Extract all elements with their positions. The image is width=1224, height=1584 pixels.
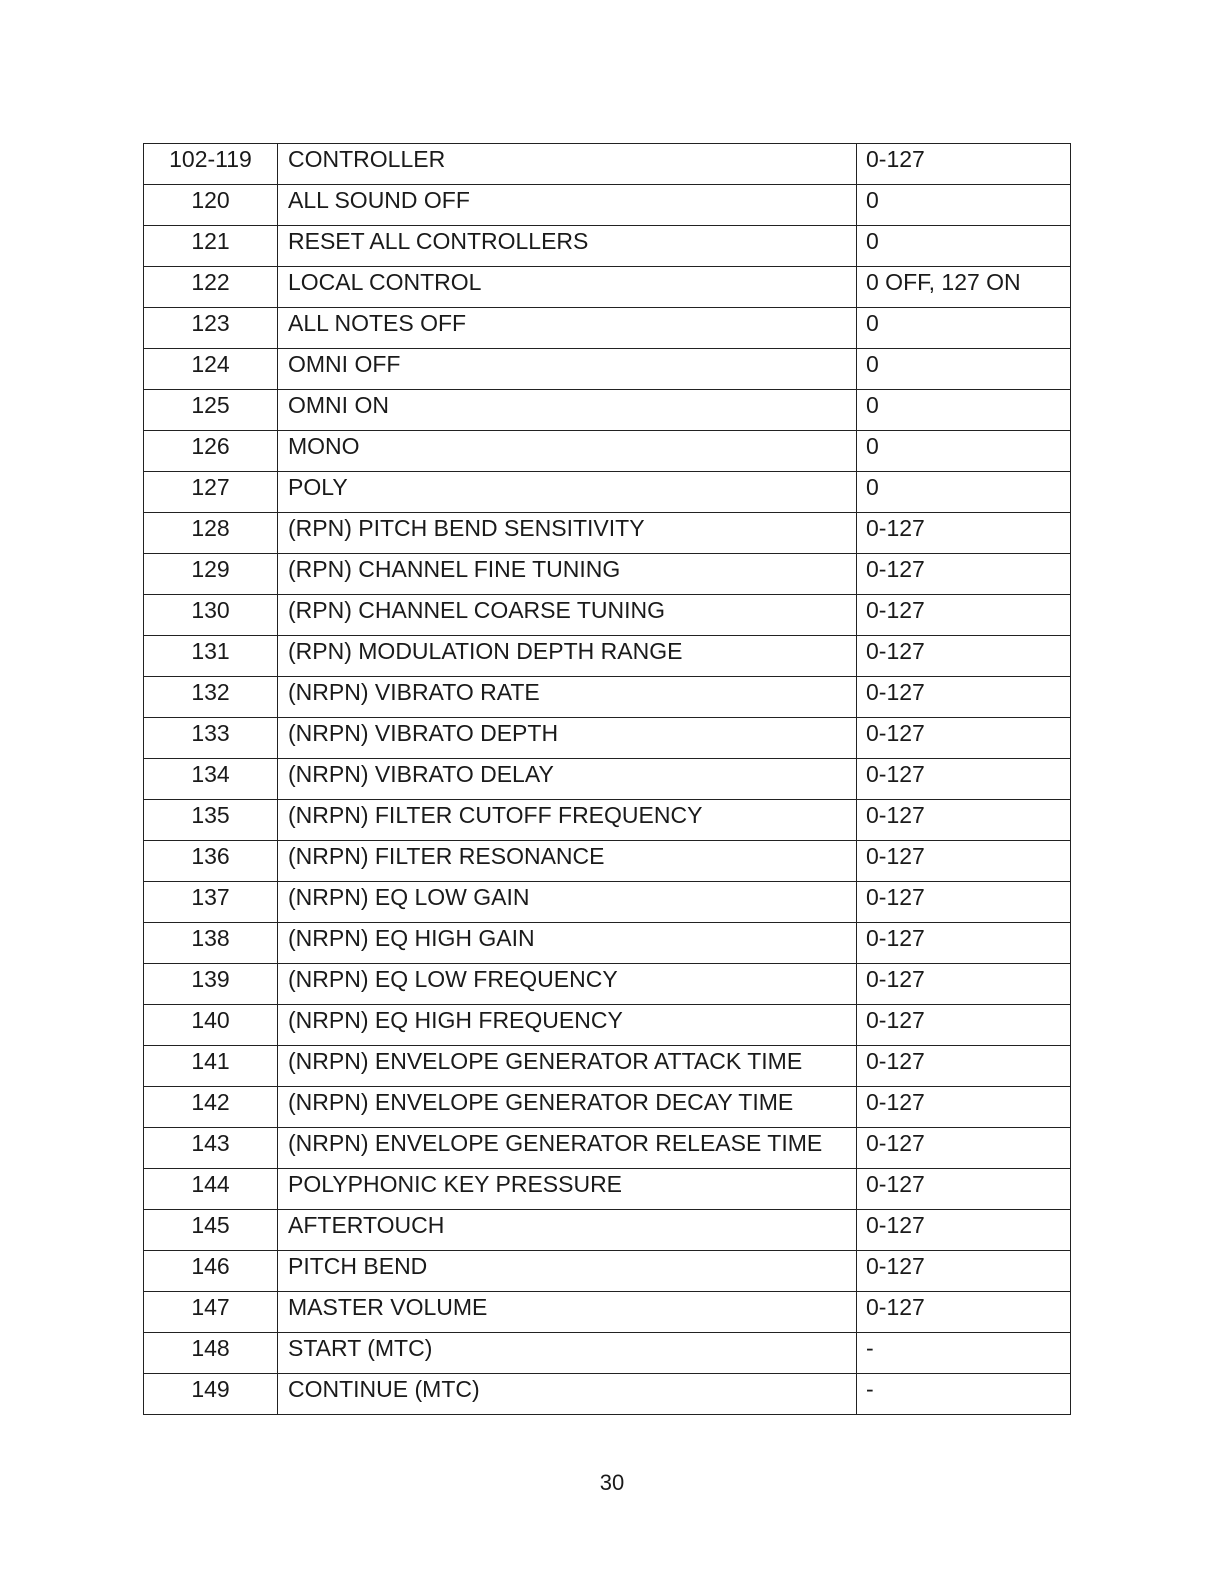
table-row: [144, 1292, 1071, 1333]
table-body: [144, 144, 1071, 1415]
function-name-cell: (NRPN) VIBRATO DELAY: [278, 759, 857, 800]
table-row: [144, 349, 1071, 390]
value-range-cell: -: [857, 1333, 1071, 1374]
controller-number-cell: 140: [144, 1005, 278, 1046]
controller-number-cell: 149: [144, 1374, 278, 1415]
function-name-cell: OMNI OFF: [278, 349, 857, 390]
controller-number-cell: 139: [144, 964, 278, 1005]
table-row: [144, 636, 1071, 677]
function-name-cell: (NRPN) ENVELOPE GENERATOR ATTACK TIME: [278, 1046, 857, 1087]
value-range-cell: 0-127: [857, 1251, 1071, 1292]
controller-number-cell: 120: [144, 185, 278, 226]
function-name-cell: PITCH BEND: [278, 1251, 857, 1292]
table-row: [144, 923, 1071, 964]
controller-number-cell: 144: [144, 1169, 278, 1210]
function-name-cell: START (MTC): [278, 1333, 857, 1374]
controller-number-cell: 137: [144, 882, 278, 923]
value-range-cell: 0-127: [857, 1005, 1071, 1046]
value-range-cell: 0-127: [857, 923, 1071, 964]
function-name-cell: (NRPN) FILTER CUTOFF FREQUENCY: [278, 800, 857, 841]
table-row: [144, 1210, 1071, 1251]
value-range-cell: 0-127: [857, 677, 1071, 718]
controller-number-cell: 135: [144, 800, 278, 841]
function-name-cell: POLYPHONIC KEY PRESSURE: [278, 1169, 857, 1210]
function-name-cell: (NRPN) VIBRATO DEPTH: [278, 718, 857, 759]
value-range-cell: 0: [857, 226, 1071, 267]
table-row: [144, 718, 1071, 759]
table-row: [144, 1128, 1071, 1169]
table-row: [144, 1046, 1071, 1087]
function-name-cell: (NRPN) VIBRATO RATE: [278, 677, 857, 718]
value-range-cell: 0-127: [857, 800, 1071, 841]
controller-number-cell: 147: [144, 1292, 278, 1333]
value-range-cell: 0-127: [857, 513, 1071, 554]
function-name-cell: OMNI ON: [278, 390, 857, 431]
table-row: [144, 1251, 1071, 1292]
controller-number-cell: 125: [144, 390, 278, 431]
controller-number-cell: 141: [144, 1046, 278, 1087]
controller-number-cell: 132: [144, 677, 278, 718]
controller-number-cell: 136: [144, 841, 278, 882]
table-row: [144, 554, 1071, 595]
controller-number-cell: 148: [144, 1333, 278, 1374]
function-name-cell: AFTERTOUCH: [278, 1210, 857, 1251]
controller-number-cell: 126: [144, 431, 278, 472]
table-row: [144, 1005, 1071, 1046]
function-name-cell: (NRPN) EQ LOW GAIN: [278, 882, 857, 923]
value-range-cell: 0-127: [857, 759, 1071, 800]
value-range-cell: 0-127: [857, 636, 1071, 677]
table-row: [144, 1087, 1071, 1128]
controller-number-cell: 143: [144, 1128, 278, 1169]
table-row: [144, 882, 1071, 923]
value-range-cell: -: [857, 1374, 1071, 1415]
value-range-cell: 0: [857, 185, 1071, 226]
value-range-cell: 0: [857, 349, 1071, 390]
value-range-cell: 0: [857, 390, 1071, 431]
value-range-cell: 0-127: [857, 1210, 1071, 1251]
table-row: [144, 841, 1071, 882]
table-row: [144, 226, 1071, 267]
value-range-cell: 0: [857, 308, 1071, 349]
function-name-cell: (NRPN) EQ LOW FREQUENCY: [278, 964, 857, 1005]
value-range-cell: 0-127: [857, 1292, 1071, 1333]
table-row: [144, 964, 1071, 1005]
controller-number-cell: 123: [144, 308, 278, 349]
function-name-cell: (NRPN) FILTER RESONANCE: [278, 841, 857, 882]
controller-number-cell: 122: [144, 267, 278, 308]
table-row: [144, 513, 1071, 554]
table-row: [144, 267, 1071, 308]
value-range-cell: 0-127: [857, 964, 1071, 1005]
table-row: [144, 185, 1071, 226]
value-range-cell: 0-127: [857, 554, 1071, 595]
value-range-cell: 0-127: [857, 1169, 1071, 1210]
controller-number-cell: 145: [144, 1210, 278, 1251]
controller-number-cell: 128: [144, 513, 278, 554]
function-name-cell: RESET ALL CONTROLLERS: [278, 226, 857, 267]
value-range-cell: 0-127: [857, 1128, 1071, 1169]
table-row: [144, 800, 1071, 841]
function-name-cell: MASTER VOLUME: [278, 1292, 857, 1333]
function-name-cell: (RPN) CHANNEL COARSE TUNING: [278, 595, 857, 636]
function-name-cell: (NRPN) ENVELOPE GENERATOR RELEASE TIME: [278, 1128, 857, 1169]
function-name-cell: (RPN) MODULATION DEPTH RANGE: [278, 636, 857, 677]
function-name-cell: MONO: [278, 431, 857, 472]
value-range-cell: 0-127: [857, 841, 1071, 882]
function-name-cell: (RPN) CHANNEL FINE TUNING: [278, 554, 857, 595]
table-row: [144, 472, 1071, 513]
table-row: [144, 1333, 1071, 1374]
table-row: [144, 595, 1071, 636]
value-range-cell: 0-127: [857, 144, 1071, 185]
value-range-cell: 0-127: [857, 882, 1071, 923]
function-name-cell: ALL NOTES OFF: [278, 308, 857, 349]
value-range-cell: 0 OFF, 127 ON: [857, 267, 1071, 308]
function-name-cell: (NRPN) EQ HIGH FREQUENCY: [278, 1005, 857, 1046]
controller-number-cell: 146: [144, 1251, 278, 1292]
table-row: [144, 759, 1071, 800]
controller-number-cell: 131: [144, 636, 278, 677]
table-row: [144, 308, 1071, 349]
function-name-cell: CONTINUE (MTC): [278, 1374, 857, 1415]
controller-number-cell: 130: [144, 595, 278, 636]
controller-number-cell: 138: [144, 923, 278, 964]
controller-number-cell: 127: [144, 472, 278, 513]
controller-number-cell: 133: [144, 718, 278, 759]
page-number: 30: [599, 1470, 625, 1495]
value-range-cell: 0: [857, 431, 1071, 472]
value-range-cell: 0-127: [857, 718, 1071, 759]
value-range-cell: 0: [857, 472, 1071, 513]
controller-number-cell: 134: [144, 759, 278, 800]
function-name-cell: (RPN) PITCH BEND SENSITIVITY: [278, 513, 857, 554]
table-row: [144, 677, 1071, 718]
table-row: [144, 144, 1071, 185]
table-row: [144, 390, 1071, 431]
midi-controller-table: [143, 143, 1071, 1415]
value-range-cell: 0-127: [857, 595, 1071, 636]
controller-number-cell: 124: [144, 349, 278, 390]
function-name-cell: (NRPN) ENVELOPE GENERATOR DECAY TIME: [278, 1087, 857, 1128]
function-name-cell: LOCAL CONTROL: [278, 267, 857, 308]
controller-number-cell: 121: [144, 226, 278, 267]
table-row: [144, 1374, 1071, 1415]
value-range-cell: 0-127: [857, 1087, 1071, 1128]
value-range-cell: 0-127: [857, 1046, 1071, 1087]
function-name-cell: (NRPN) EQ HIGH GAIN: [278, 923, 857, 964]
function-name-cell: ALL SOUND OFF: [278, 185, 857, 226]
table-row: [144, 1169, 1071, 1210]
controller-number-cell: 129: [144, 554, 278, 595]
controller-number-cell: 102-119: [144, 144, 278, 185]
controller-number-cell: 142: [144, 1087, 278, 1128]
function-name-cell: POLY: [278, 472, 857, 513]
function-name-cell: CONTROLLER: [278, 144, 857, 185]
table-row: [144, 431, 1071, 472]
